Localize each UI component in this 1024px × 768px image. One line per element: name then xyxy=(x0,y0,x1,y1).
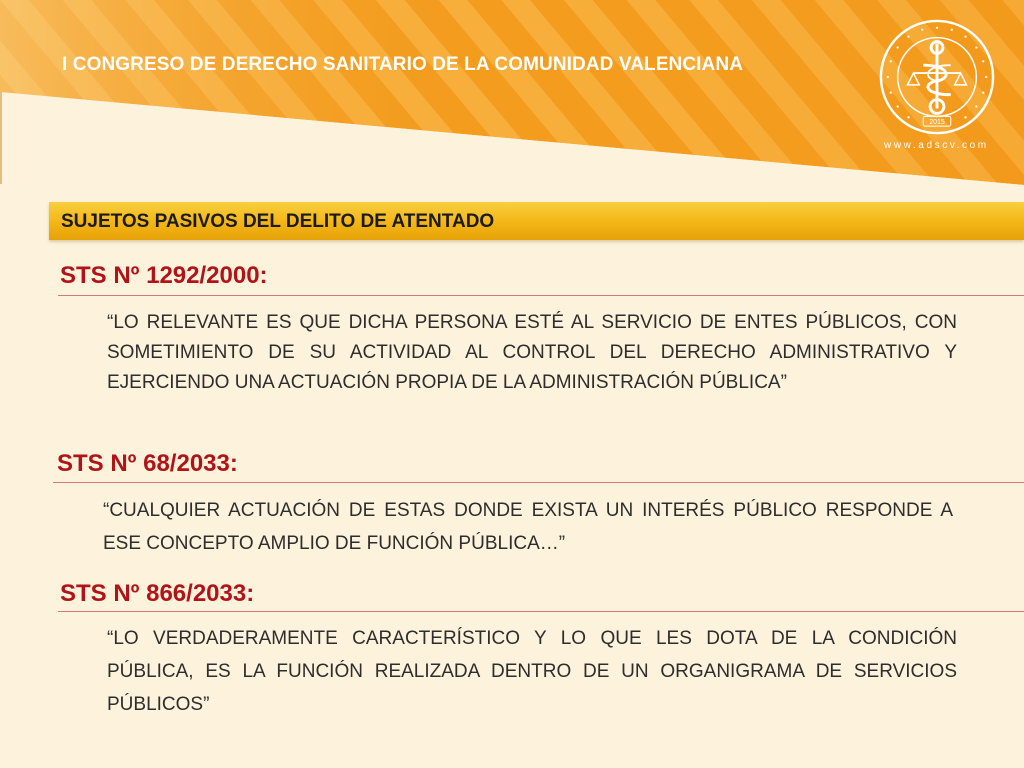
conference-title: I CONGRESO DE DERECHO SANITARIO DE LA COMUNIDAD VALENCIANA xyxy=(62,54,744,75)
case-quote-2: “CUALQUIER ACTUACIÓN DE ESTAS DONDE EXISTA UN INTERÉS PÚBLICO RESPONDE A ESE CONCEPTO AMPLIO DE FUNCIÓN PÚBLICA…” xyxy=(103,500,953,554)
case-divider-3 xyxy=(58,611,1024,612)
case-heading-1: STS Nº 1292/2000: xyxy=(60,262,268,289)
case-heading-2: STS Nº 68/2033: xyxy=(57,450,238,477)
section-bar xyxy=(49,202,1024,240)
case-divider-1 xyxy=(58,295,1024,296)
case-quote-1: “LO RELEVANTE ES QUE DICHA PERSONA ESTÉ AL SERVICIO DE ENTES PÚBLICOS, CON SOMETIMIENTO DE SU ACTIVIDAD AL CONTROL DEL DERECHO ADMINISTRATIVO Y EJERCIENDO UNA ACTUACIÓN PROPIA DE LA ADMINISTRACIÓN PÚBLICA” xyxy=(107,312,957,393)
section-title: SUJETOS PASIVOS DEL DELITO DE ATENTADO xyxy=(61,211,495,232)
logo-year: 2015 xyxy=(929,119,945,127)
header-banner xyxy=(0,0,1024,200)
case-quote-3: “LO VERDADERAMENTE CARACTERÍSTICO Y LO QUE LES DOTA DE LA CONDICIÓN PÚBLICA, ES LA FUNCIÓN REALIZADA DENTRO DE UN ORGANIGRAMA DE SERVICIOS PÚBLICOS” xyxy=(107,628,957,715)
case-divider-2 xyxy=(53,482,1024,483)
association-logo xyxy=(878,18,996,136)
case-heading-3: STS Nº 866/2033: xyxy=(60,580,255,607)
website-url: www.adscv.com xyxy=(884,140,989,151)
